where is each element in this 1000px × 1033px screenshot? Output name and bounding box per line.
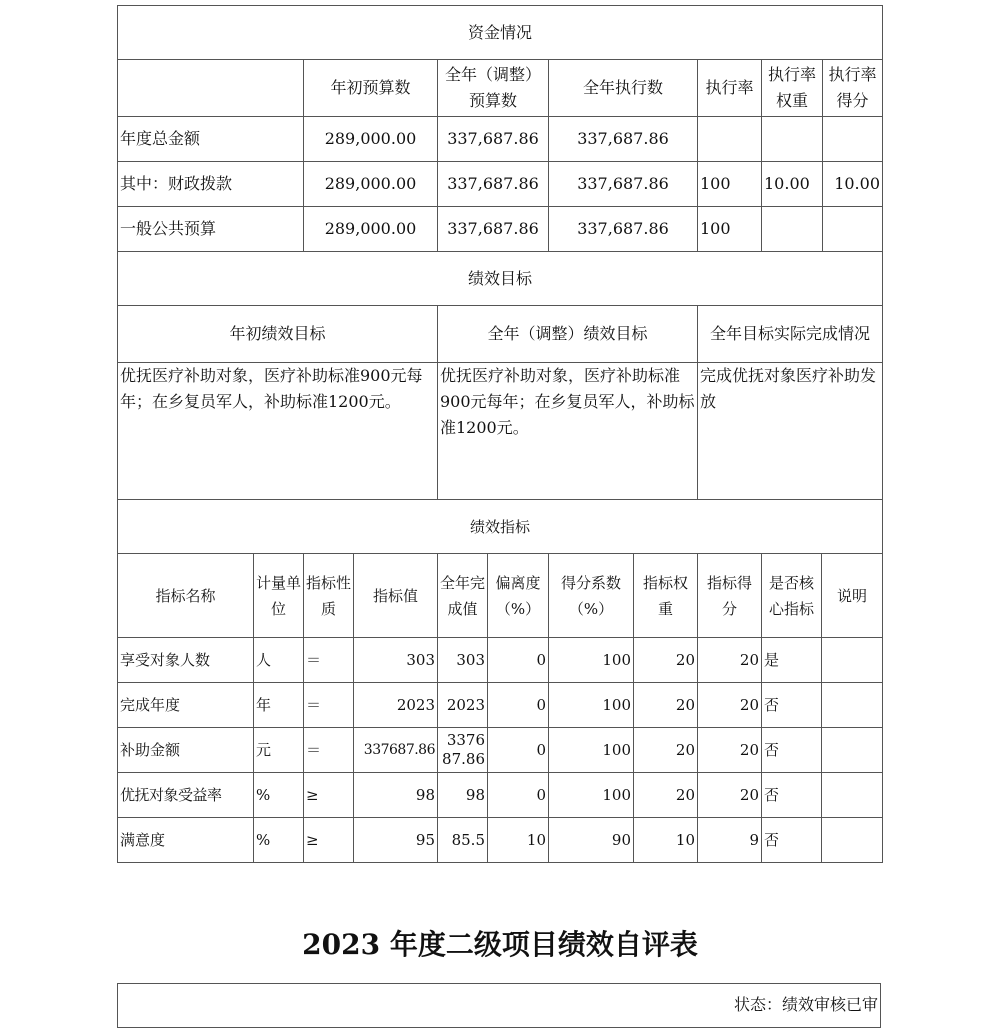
ind-row-note: [822, 683, 883, 728]
funds-row-name: 其中：财政拨款: [118, 162, 304, 207]
ind-row-weight: 10: [634, 818, 698, 863]
ind-header-score: 指标得分: [698, 554, 762, 638]
ind-row-deviation: 0: [488, 638, 549, 683]
funds-header-score: 执行率得分: [823, 60, 883, 117]
table-row: [118, 638, 883, 683]
ind-row-unit: 元: [254, 728, 304, 773]
ind-row-weight: 20: [634, 773, 698, 818]
goals-adjusted-text: 优抚医疗补助对象，医疗补助标准900元每年；在乡复员军人，补助标准1200元。: [438, 363, 698, 500]
ind-header-nature: 指标性质: [304, 554, 354, 638]
goals-actual-text: 完成优抚对象医疗补助发放: [698, 363, 883, 500]
status-text: 状态：绩效审核已审: [733, 995, 878, 1014]
ind-row-nature: ≥: [304, 818, 354, 863]
ind-header-actual: 全年完成值: [438, 554, 488, 638]
table-row: [118, 162, 883, 207]
ind-header-unit: 计量单位: [254, 554, 304, 638]
ind-row-target: 95: [354, 818, 438, 863]
goals-header-actual: 全年目标实际完成情况: [698, 306, 883, 363]
funds-row-score: [823, 207, 883, 252]
table-row: [118, 773, 883, 818]
table-row: [118, 117, 883, 162]
ind-row-core: 否: [762, 773, 822, 818]
table-row: [118, 207, 883, 252]
ind-row-unit: 年: [254, 683, 304, 728]
ind-row-score: 9: [698, 818, 762, 863]
funds-row-executed: 337,687.86: [549, 207, 698, 252]
funds-header-blank: [118, 60, 304, 117]
ind-row-target: 2023: [354, 683, 438, 728]
funds-row-adjusted: 337,687.86: [438, 207, 549, 252]
ind-header-coef: 得分系数（%）: [549, 554, 634, 638]
funds-section-title: 资金情况: [118, 6, 883, 60]
ind-header-name: 指标名称: [118, 554, 254, 638]
ind-row-coef: 100: [549, 773, 634, 818]
indicators-table: [117, 499, 883, 863]
ind-row-actual: 337687.86: [438, 728, 488, 773]
funds-row-executed: 337,687.86: [549, 117, 698, 162]
funds-header-initial: 年初预算数: [304, 60, 438, 117]
funds-row-adjusted: 337,687.86: [438, 162, 549, 207]
table-row: [118, 728, 883, 773]
ind-row-deviation: 10: [488, 818, 549, 863]
ind-row-unit: 人: [254, 638, 304, 683]
funds-header-executed: 全年执行数: [549, 60, 698, 117]
ind-row-nature: ＝: [304, 728, 354, 773]
ind-row-nature: ＝: [304, 683, 354, 728]
ind-header-note: 说明: [822, 554, 883, 638]
ind-row-target: 303: [354, 638, 438, 683]
funds-header-weight: 执行率权重: [762, 60, 823, 117]
funds-header-adjusted: 全年（调整）预算数: [438, 60, 549, 117]
ind-row-core: 否: [762, 683, 822, 728]
ind-row-coef: 100: [549, 728, 634, 773]
funds-row-adjusted: 337,687.86: [438, 117, 549, 162]
ind-row-name: 满意度: [118, 818, 254, 863]
ind-row-score: 20: [698, 728, 762, 773]
ind-row-actual: 85.5: [438, 818, 488, 863]
funds-row-name: 年度总金额: [118, 117, 304, 162]
ind-row-coef: 90: [549, 818, 634, 863]
indicators-section-title: 绩效指标: [118, 500, 883, 554]
ind-row-note: [822, 773, 883, 818]
page-title: 2023 年度二级项目绩效自评表: [302, 928, 698, 961]
funds-row-score: [823, 117, 883, 162]
funds-row-weight: [762, 207, 823, 252]
funds-row-name: 一般公共预算: [118, 207, 304, 252]
table-row: [118, 683, 883, 728]
ind-header-target: 指标值: [354, 554, 438, 638]
goals-table: [117, 251, 883, 500]
ind-row-core: 否: [762, 728, 822, 773]
status-box: [117, 983, 881, 1028]
ind-row-nature: ＝: [304, 638, 354, 683]
ind-row-actual: 2023: [438, 683, 488, 728]
funds-row-score: 10.00: [823, 162, 883, 207]
ind-row-coef: 100: [549, 683, 634, 728]
funds-row-rate: [698, 117, 762, 162]
funds-table: [117, 5, 883, 252]
funds-row-rate: 100: [698, 162, 762, 207]
ind-header-weight: 指标权重: [634, 554, 698, 638]
funds-row-rate: 100: [698, 207, 762, 252]
ind-row-name: 补助金额: [118, 728, 254, 773]
ind-row-note: [822, 728, 883, 773]
ind-row-name: 享受对象人数: [118, 638, 254, 683]
ind-row-weight: 20: [634, 683, 698, 728]
ind-row-actual: 303: [438, 638, 488, 683]
ind-row-note: [822, 818, 883, 863]
ind-row-name: 优抚对象受益率: [118, 773, 254, 818]
ind-row-unit: %: [254, 818, 304, 863]
ind-row-score: 20: [698, 773, 762, 818]
goals-header-initial: 年初绩效目标: [118, 306, 438, 363]
ind-row-score: 20: [698, 638, 762, 683]
ind-row-weight: 20: [634, 728, 698, 773]
ind-header-core: 是否核心指标: [762, 554, 822, 638]
ind-row-target: 98: [354, 773, 438, 818]
ind-row-core: 是: [762, 638, 822, 683]
ind-row-deviation: 0: [488, 728, 549, 773]
funds-header-rate: 执行率: [698, 60, 762, 117]
ind-row-score: 20: [698, 683, 762, 728]
funds-row-initial: 289,000.00: [304, 207, 438, 252]
funds-row-weight: 10.00: [762, 162, 823, 207]
goals-initial-text: 优抚医疗补助对象，医疗补助标准900元每年；在乡复员军人，补助标准1200元。: [118, 363, 438, 500]
goals-header-adjusted: 全年（调整）绩效目标: [438, 306, 698, 363]
ind-row-nature: ≥: [304, 773, 354, 818]
funds-row-initial: 289,000.00: [304, 162, 438, 207]
ind-row-target: 337687.86: [354, 728, 438, 773]
table-row: [118, 818, 883, 863]
ind-row-actual: 98: [438, 773, 488, 818]
ind-row-coef: 100: [549, 638, 634, 683]
funds-row-weight: [762, 117, 823, 162]
ind-header-deviation: 偏离度（%）: [488, 554, 549, 638]
ind-row-deviation: 0: [488, 683, 549, 728]
ind-row-unit: %: [254, 773, 304, 818]
ind-row-deviation: 0: [488, 773, 549, 818]
ind-row-weight: 20: [634, 638, 698, 683]
ind-row-core: 否: [762, 818, 822, 863]
ind-row-note: [822, 638, 883, 683]
goals-section-title: 绩效目标: [118, 252, 883, 306]
funds-row-executed: 337,687.86: [549, 162, 698, 207]
funds-row-initial: 289,000.00: [304, 117, 438, 162]
ind-row-name: 完成年度: [118, 683, 254, 728]
